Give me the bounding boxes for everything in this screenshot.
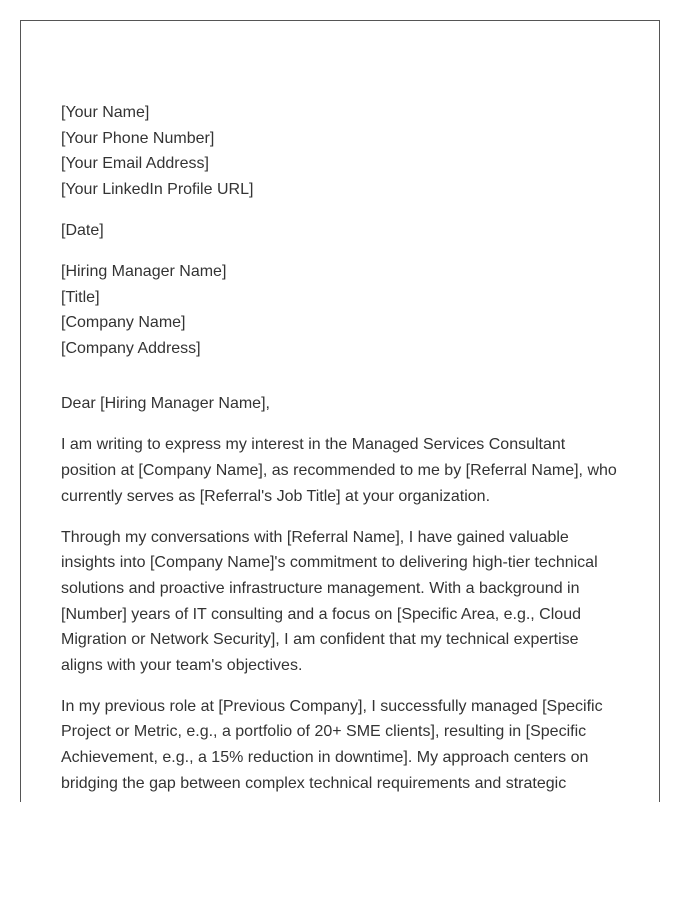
letter-body — [61, 100, 623, 802]
salutation-block — [61, 391, 623, 417]
sender-phone: [Your Phone Number] — [61, 129, 215, 147]
document-page — [20, 20, 660, 802]
paragraph-2: Through my conversations with [Referral Name], I have gained valuable insights into [Company Name]'s commitment to delivering high-tier technical solutions and proactive infrastructure management. With a background in [Number] years of IT consulting and a focus on [Specific Area, e.g., Cloud Migration or Network Security], I am confident that my technical expertise aligns with your team's objectives. — [61, 528, 598, 674]
recipient-company: [Company Name] — [61, 314, 186, 332]
salutation: Dear [Hiring Manager Name], — [61, 395, 270, 413]
sender-linkedin: [Your LinkedIn Profile URL] — [61, 180, 254, 198]
recipient-address: [Company Address] — [61, 339, 201, 357]
paragraph-3: In my previous role at [Previous Company], I successfully managed [Specific Project or Metric, e.g., a portfolio of 20+ SME clients], resulting in [Specific Achievement, e.g., a 15% reduction in downtime]. My approach centers on bridging the gap between complex technical requirements and strategic — [61, 697, 603, 792]
letter-date: [Date] — [61, 221, 104, 239]
recipient-title: [Title] — [61, 288, 100, 306]
sender-email: [Your Email Address] — [61, 155, 209, 173]
recipient-manager: [Hiring Manager Name] — [61, 262, 227, 280]
date-block — [61, 218, 623, 244]
recipient-block — [61, 259, 623, 361]
paragraph-1: I am writing to express my interest in the Managed Services Consultant position at [Company Name], as recommended to me by [Referral Name], who currently serves as [Referral's Job Title] at your organization. — [61, 436, 617, 505]
sender-block — [61, 100, 623, 202]
sender-name: [Your Name] — [61, 104, 150, 121]
